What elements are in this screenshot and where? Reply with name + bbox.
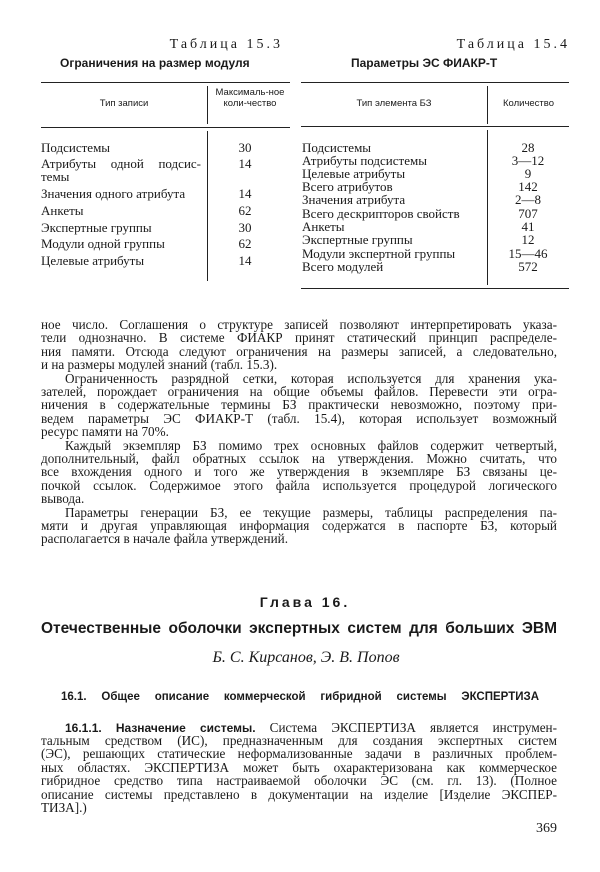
column-header: Количество <box>502 98 555 109</box>
table-cell: Анкеты <box>41 203 84 218</box>
table-value: 142 <box>518 179 538 194</box>
table-cell: темы <box>41 169 70 184</box>
table-value: 30 <box>238 220 252 235</box>
table-value: 14 <box>238 156 252 171</box>
table-value: 62 <box>238 236 252 251</box>
table-rule <box>41 82 290 83</box>
text-line: зателей, порождает ограничения на общие объемы файлов. Перевести эти огра- <box>41 384 557 399</box>
table-cell: Всего модулей <box>302 259 384 274</box>
table-cell: Всего атрибутов <box>302 179 393 194</box>
table-title: Ограничения на размер модуля <box>60 56 250 70</box>
table-cell: Всего дескрипторов свойств <box>302 206 460 221</box>
table-caption: Таблица 15.4 <box>456 37 570 52</box>
text-line: Система ЭКСПЕРТИЗА является инструмен- <box>269 720 557 735</box>
text-line: ресурс памяти на 70%. <box>41 424 169 440</box>
chapter-authors: Б. С. Кирсанов, Э. В. Попов <box>212 649 400 666</box>
text-line: все вхождения одного и того же утверждения в экземпляре БЗ связаны це- <box>41 464 557 480</box>
text-line: ведем параметры ЭС ФИАКР-Т (табл. 15.4), которая использует возможный <box>41 410 557 426</box>
column-divider <box>207 131 208 281</box>
table-cell: Значения одного атрибута <box>41 186 186 201</box>
table-rule <box>301 288 569 289</box>
column-header: Тип элемента БЗ <box>356 98 432 109</box>
table-cell: Целевые атрибуты <box>41 253 145 268</box>
table-value: 2—8 <box>515 192 541 207</box>
text-line: ное число. Соглашения о структуре записей позволяют интерпретировать указа- <box>41 317 557 332</box>
table-value: 30 <box>238 140 252 155</box>
text-line: вывода. <box>41 491 85 507</box>
table-value: 15—46 <box>508 246 548 261</box>
table-caption: Таблица 15.3 <box>169 37 283 52</box>
table-rule <box>301 126 569 127</box>
section-heading: 16.1. Общее описание коммерческой гибридной системы ЭКСПЕРТИЗА <box>61 691 539 703</box>
text-line: ТИЗА].) <box>41 800 87 815</box>
text-line: гибридное средство типа настраиваемой оболочки ЭС (см. гл. 13). (Полное <box>41 773 557 789</box>
table-title: Параметры ЭС ФИАКР-Т <box>351 56 498 70</box>
text-line: тели однозначно. В системе ФИАКР принят статический принцип распределе- <box>41 330 557 346</box>
table-cell: Целевые атрибуты <box>302 166 406 181</box>
table-cell: Атрибуты одной подсис- <box>41 156 201 171</box>
text-line: Каждый экземпляр БЗ помимо трех основных файлов содержит четвертый, <box>65 437 557 453</box>
chapter-label: Глава 16. <box>259 594 351 610</box>
column-header: Тип записи <box>99 98 149 109</box>
text-line: мяти и другая управляющая информация содержатся в паспорте БЗ, который <box>41 518 557 533</box>
table-cell: Атрибуты подсистемы <box>302 153 427 168</box>
column-divider <box>487 130 488 285</box>
table-cell: Экспертные группы <box>41 220 152 235</box>
subsection-label: 16.1.1. Назначение системы. <box>65 721 256 735</box>
table-value: 41 <box>521 219 535 234</box>
text-line: Ограниченность разрядной сетки, которая используется для хранения ука- <box>65 370 557 386</box>
text-line: и на размеры модулей знаний (табл. 15.3). <box>41 357 278 373</box>
chapter-title: Отечественные оболочки экспертных систем для больших ЭВМ <box>41 620 557 637</box>
column-divider <box>207 86 208 124</box>
table-value: 3—12 <box>511 153 545 168</box>
text-line: ных областях. ЭКСПЕРТИЗА может быть охарактеризована как коммерческое <box>41 759 557 775</box>
table-value: 14 <box>238 186 252 201</box>
table-value: 28 <box>521 140 535 155</box>
table-cell: Анкеты <box>302 219 345 234</box>
table-value: 707 <box>518 206 538 221</box>
table-cell: Значения атрибута <box>302 192 406 207</box>
table-value: 14 <box>238 253 252 268</box>
table-cell: Подсистемы <box>41 140 111 155</box>
text-line: почкой ссылок. Содержимое этого файла используется процедурой логического <box>41 477 557 493</box>
text-line: дополнительный, файл обратных ссылок на утверждения. Можно считать, что <box>41 451 557 466</box>
text-line: (ЭС), решающих статические неформализованные задачи в различных проблем- <box>41 746 557 762</box>
table-cell: Модули экспертной группы <box>302 246 456 261</box>
column-divider <box>487 86 488 124</box>
table-cell: Подсистемы <box>302 140 372 155</box>
text-line: ния памяти. Отсюда следуют ограничения на размеры записей, а следовательно, <box>41 343 557 359</box>
table-value: 9 <box>524 166 532 181</box>
table-value: 62 <box>238 203 252 218</box>
table-value: 12 <box>521 232 535 247</box>
text-line: тальным средством (ИС), предназначенным для создания экспертных систем <box>41 733 557 748</box>
page-number: 369 <box>536 821 557 836</box>
column-header: Максималь-ное коли-чество <box>215 87 285 109</box>
text-line: Параметры генерации БЗ, ее текущие размеры, таблицы распределения па- <box>65 504 557 520</box>
text-line: ничения в содержательные термины БЗ практически невозможно, поэтому при- <box>41 397 557 413</box>
table-rule <box>41 127 290 128</box>
text-line: располагается в начале файла утверждений. <box>41 531 288 547</box>
text-line: описание системы представлено в документации на изделие [Изделие ЭКСПЕР- <box>41 786 557 802</box>
table-rule <box>301 82 569 83</box>
table-value: 572 <box>518 259 538 274</box>
table-cell: Модули одной группы <box>41 236 165 251</box>
table-cell: Экспертные группы <box>302 232 413 247</box>
